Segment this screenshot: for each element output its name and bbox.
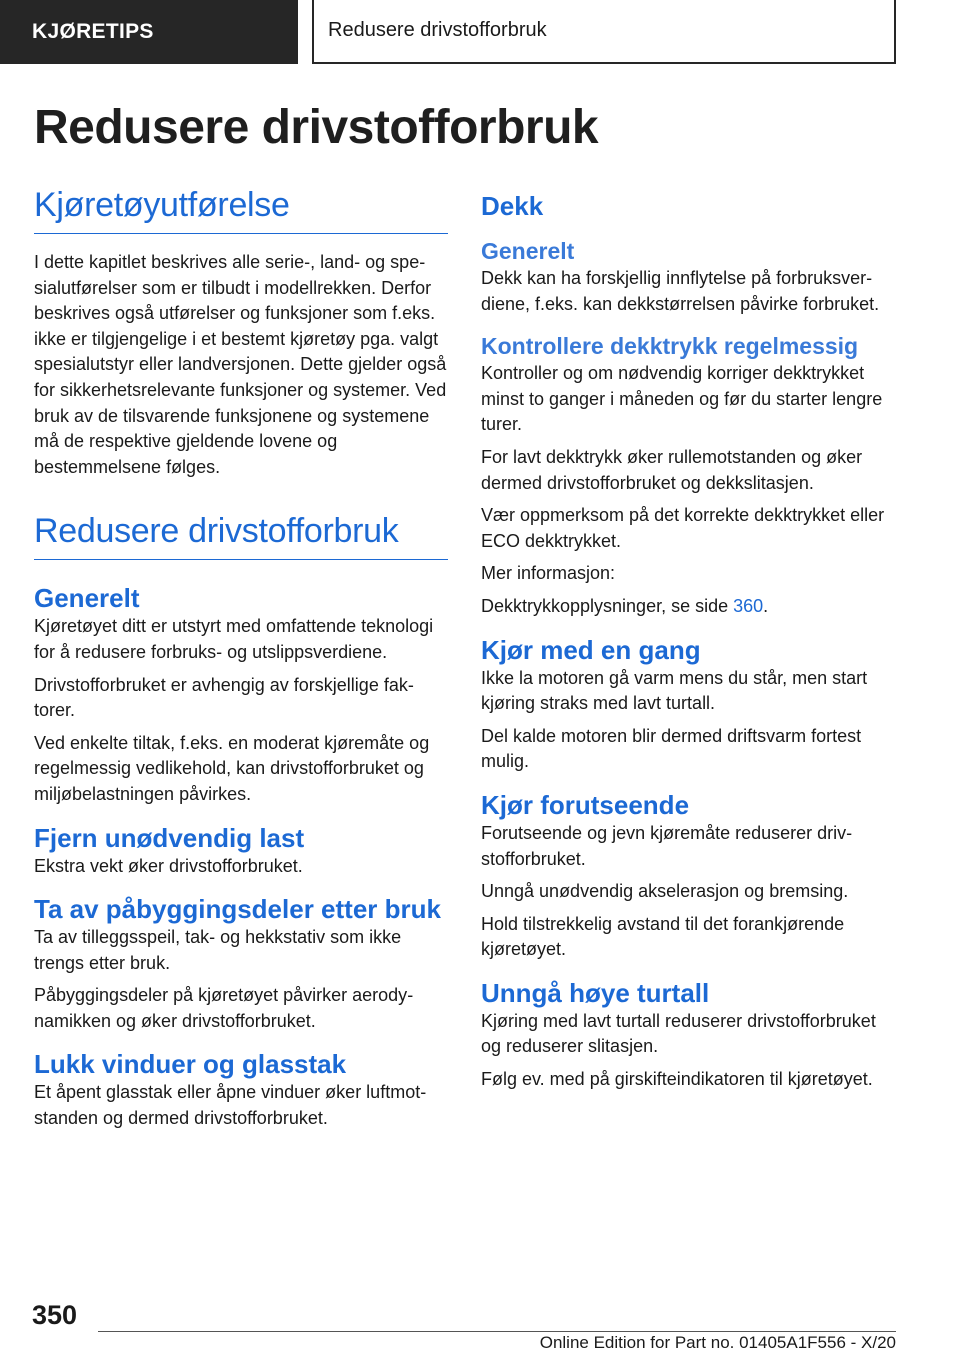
chapter-tab: Redusere drivstofforbruk (312, 0, 896, 64)
paragraph: Ekstra vekt øker drivstofforbruket. (34, 855, 303, 876)
edition-note: Online Edition for Part no. 01405A1F556 - X/20 (539, 1333, 896, 1352)
heading-generelt: Generelt (34, 583, 140, 614)
paragraph: Kjøring med lavt turtall reduserer drivstofforbruket og reduserer slitasjen. (481, 1010, 876, 1057)
paragraph: Drivstofforbruket er avhengig av forskjellige faktorer. (34, 674, 414, 721)
page-header (0, 0, 960, 66)
paragraph: Et åpent glasstak eller åpne vinduer øker luftmotstanden og dermed drivstofforbruket. (34, 1082, 427, 1129)
paragraph: Ta av tilleggsspeil, tak- og hekkstativ som ikke trengs etter bruk. (34, 927, 402, 973)
page-number: 350 (32, 1300, 78, 1330)
heading-dekk-generelt: Generelt (481, 238, 575, 264)
heading-kjor-med-en-gang: Kjør med en gang (481, 634, 701, 665)
section-tab: KJØRETIPS (0, 0, 298, 64)
paragraph: Kjøretøyet ditt er utstyrt med omfattende teknologi for å redusere forbruks- og utslippsverdiene. (34, 616, 434, 662)
paragraph: Kontroller og om nødvendig korriger dekktrykket minst to ganger i måneden og før du starter lengre turer. (481, 363, 883, 435)
heading-fjern-last: Fjern unødvendig last (34, 822, 305, 853)
paragraph: Vær oppmerksom på det korrekte dekktrykket eller ECO dekktrykket. (481, 505, 885, 551)
paragraph: Ved enkelte tiltak, f.eks. en moderat kjøremåte og regelmessig vedlikehold, kan drivstofforbruket og miljøbelastningen påvirkes. (34, 732, 430, 804)
heading-kjor-forutseende: Kjør forutseende (481, 789, 690, 820)
heading-dekk: Dekk (481, 191, 544, 221)
paragraph: Følg ev. med på girskifteindikatoren til kjøretøyet. (481, 1069, 873, 1090)
page-reference-link[interactable]: 360 (733, 595, 764, 616)
heading-kjoretoyutforelse: Kjøretøyutførelse (34, 186, 448, 234)
heading-redusere: Redusere drivstofforbruk (34, 512, 448, 560)
heading-hoye-turtall: Unngå høye turtall (481, 977, 710, 1008)
paragraph: Påbyggingsdeler på kjøretøyet påvirker aerodynamikken og øker drivstofforbruket. (34, 985, 414, 1031)
paragraph: Forutseende og jevn kjøremåte reduserer drivstofforbruket. (481, 822, 853, 869)
footer-divider (98, 1331, 896, 1332)
paragraph: Dekk kan ha forskjellig innflytelse på forbruksverdiene, f.eks. kan dekkstørrelsen påvirke forbruket. (481, 268, 880, 314)
reference-end: . (763, 595, 769, 616)
paragraph-reference (481, 594, 895, 620)
paragraph: Mer informasjon: (481, 563, 616, 584)
page-title: Redusere drivstofforbruk (34, 101, 599, 154)
paragraph: Del kalde motoren blir dermed driftsvarm fortest mulig. (481, 725, 862, 772)
paragraph: Unngå unødvendig akselerasjon og bremsing. (481, 881, 849, 902)
heading-lukk-vinduer: Lukk vinduer og glasstak (34, 1049, 347, 1080)
paragraph: I dette kapitlet beskrives alle serie-, land- og spesialutførelser som er tilbudt i modellrekken. Derfor beskrives også utførelser og funksjoner som f.eks. ikke er tilgjengelige i et bestemt kjøretøy pga. valgt spesialutstyr eller landversjonen. Dette gjelder også for sikkerhetsrelevante funksjoner og systemer. Ved bruk av de tilsvarende funksjonene og systemene må de respektive gjeldende lovene og bestemmelsene følges. (34, 252, 447, 477)
paragraph: For lavt dekktrykk øker rullemotstanden og øker dermed drivstofforbruket og dekkslitasjen. (481, 446, 863, 493)
heading-paabyggingsdeler: Ta av påbyggingsdeler etter bruk (34, 894, 441, 925)
left-column (34, 186, 448, 1139)
reference-text: Dekktrykkopplysninger, se side (481, 595, 734, 616)
paragraph: Ikke la motoren gå varm mens du står, men start kjøring straks med lavt turtall. (481, 667, 868, 714)
heading-dekktrykk: Kontrollere dekktrykk regelmessig (481, 333, 859, 360)
right-column (481, 190, 895, 1100)
paragraph: Hold tilstrekkelig avstand til det forankjørende kjøretøyet. (481, 913, 845, 960)
